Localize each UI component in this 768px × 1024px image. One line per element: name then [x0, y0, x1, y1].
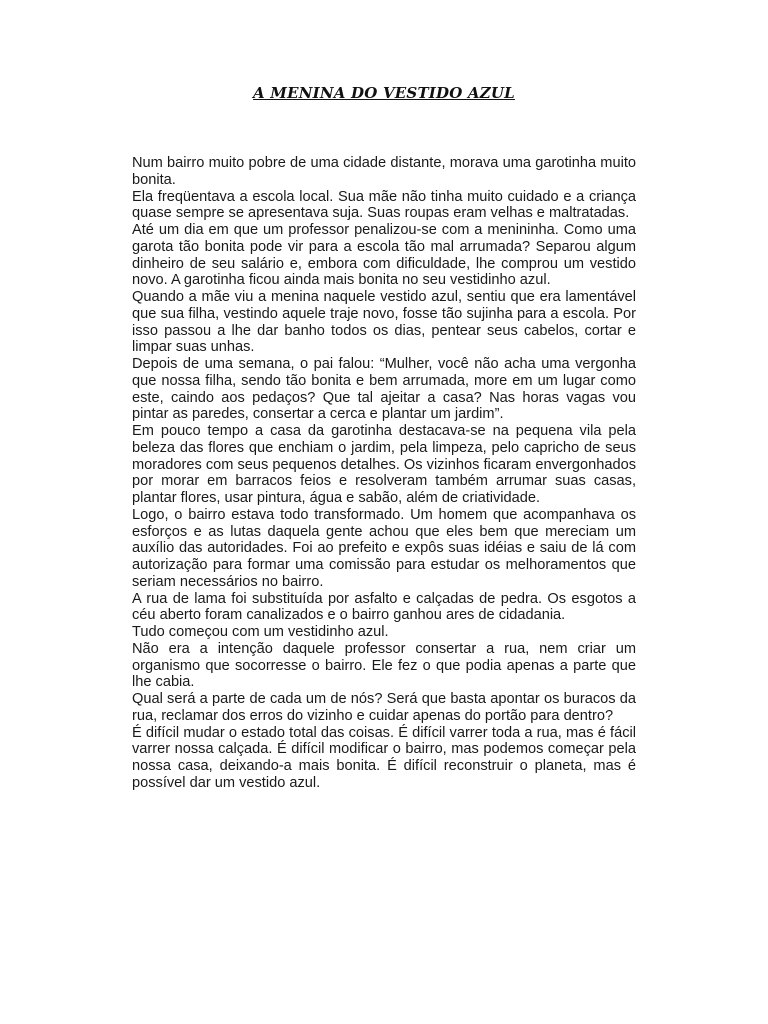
paragraph: Depois de uma semana, o pai falou: “Mulher, você não acha uma vergonha que nossa filha, sendo tão bonita e bem arrumada, more em um lugar como este, caindo aos pedaços? Que tal ajeitar a casa? Nas horas vagas vou pintar as paredes, consertar a cerca e plantar um jardim”.	[132, 356, 636, 423]
document-body	[132, 155, 636, 792]
paragraph: Qual será a parte de cada um de nós? Será que basta apontar os buracos da rua, reclamar dos erros do vizinho e cuidar apenas do portão para dentro?	[132, 691, 636, 724]
paragraph: Ela freqüentava a escola local. Sua mãe não tinha muito cuidado e a criança quase sempre se apresentava suja. Suas roupas eram velhas e maltratadas.	[132, 188, 636, 222]
paragraph: A rua de lama foi substituída por asfalto e calçadas de pedra. Os esgotos a céu aberto foram canalizados e o bairro ganhou ares de cidadania.	[132, 590, 636, 624]
paragraph: É difícil mudar o estado total das coisas. É difícil varrer toda a rua, mas é fácil varrer nossa calçada. É difícil modificar o bairro, mas podemos começar pela nossa casa, deixando-a mais bonita. É difícil reconstruir o planeta, mas é possível dar um vestido azul.	[132, 724, 636, 791]
paragraph: Logo, o bairro estava todo transformado. Um homem que acompanhava os esforços e as lutas daquela gente achou que eles bem que mereciam um auxílio das autoridades. Foi ao prefeito e expôs suas idéias e saiu de lá com autorização para formar uma comissão para estudar os melhoramentos que seriam necessários no bairro.	[132, 506, 636, 590]
paragraph: Quando a mãe viu a menina naquele vestido azul, sentiu que era lamentável que sua filha, vestindo aquele traje novo, fosse tão sujinha para a escola. Por isso passou a lhe dar banho todos os dias, pentear seus cabelos, cortar e limpar suas unhas.	[132, 289, 636, 356]
paragraph: Não era a intenção daquele professor consertar a rua, nem criar um organismo que socorresse o bairro. Ele fez o que podia apenas a parte que lhe cabia.	[132, 640, 636, 691]
paragraph: Num bairro muito pobre de uma cidade distante, morava uma garotinha muito bonita.	[132, 155, 636, 188]
paragraph: Até um dia em que um professor penalizou-se com a menininha. Como uma garota tão bonita pode vir para a escola tão mal arrumada? Separou algum dinheiro de seu salário e, embora com dificuldade, lhe comprou um vestido novo. A garotinha ficou ainda mais bonita no seu vestidinho azul.	[132, 222, 636, 289]
paragraph: Em pouco tempo a casa da garotinha destacava-se na pequena vila pela beleza das flores que enchiam o jardim, pela limpeza, pelo capricho de seus moradores com seus pequenos detalhes. Os vizinhos ficaram envergonhados por morar em barracos feios e resolveram também arrumar suas casas, plantar flores, usar pintura, água e sabão, além de criatividade.	[132, 423, 636, 506]
document-title: A MENINA DO VESTIDO AZUL	[253, 84, 515, 102]
paragraph: Tudo começou com um vestidinho azul.	[132, 624, 389, 640]
